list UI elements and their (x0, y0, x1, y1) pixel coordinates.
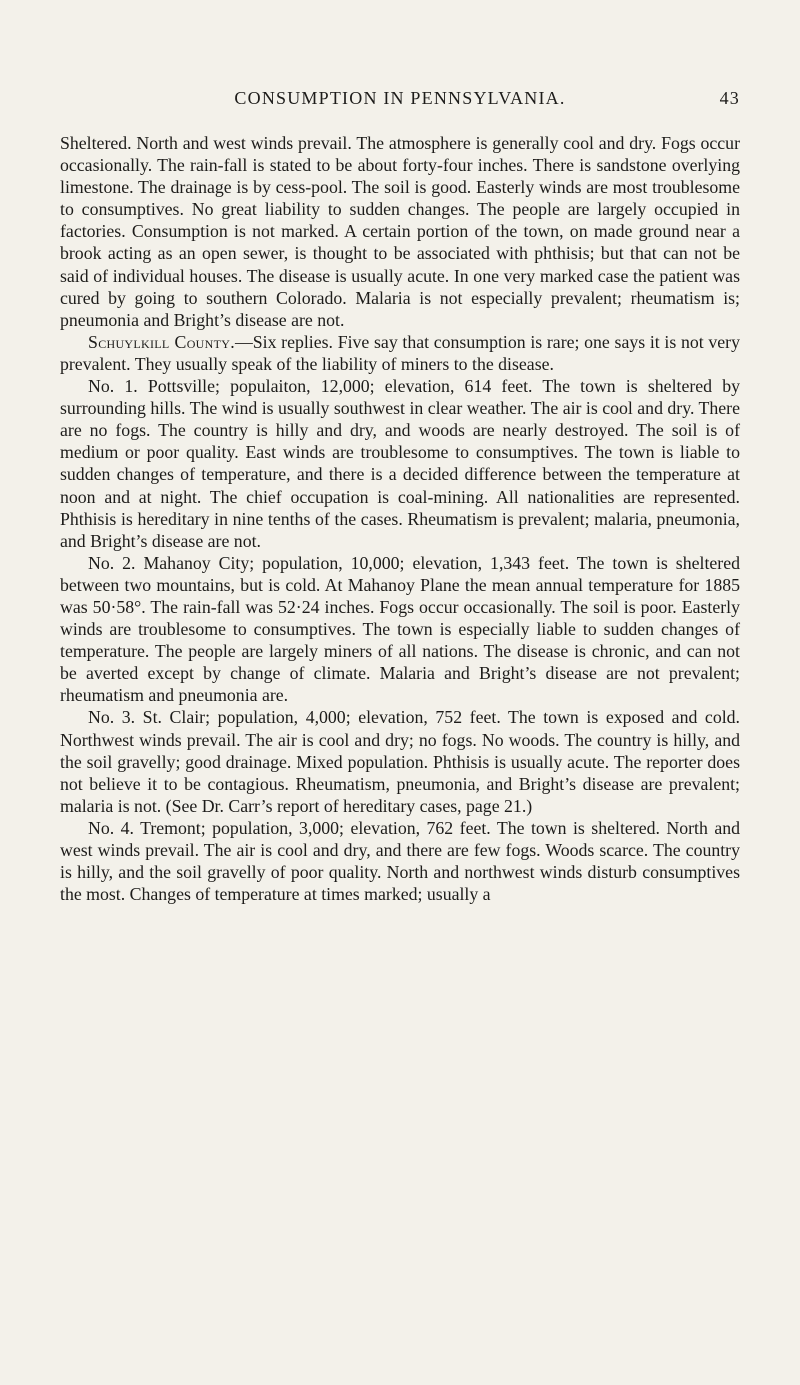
paragraph-tremont: No. 4. Tremont; population, 3,000; elevation, 762 feet. The town is sheltered. North and west winds prevail. The air is cool and dry, and there are few fogs. Woods scarce. The country is hilly, and the soil gravelly of poor quality. North and northwest winds disturb consumptives the most. Changes of temperature at times marked; usually a (60, 817, 740, 905)
body-text (60, 132, 740, 905)
running-head-title: CONSUMPTION IN PENNSYLVANIA. (234, 88, 566, 108)
paragraph-1: Sheltered. North and west winds prevail. The atmosphere is generally cool and dry. Fogs occur occasionally. The rain-fall is stated to be about forty-four inches. There is sandstone overlying limestone. The drainage is by cess-pool. The soil is good. Easterly winds are most troublesome to consumptives. No great liability to sudden changes. The people are largely occupied in factories. Consumption is not marked. A certain portion of the town, on made ground near a brook acting as an open sewer, is thought to be associated with phthisis; but that can not be said of individual houses. The disease is usually acute. In one very marked case the patient was cured by going to southern Colorado. Malaria is not especially prevalent; rheumatism is; pneumonia and Bright’s disease are not. (60, 133, 740, 330)
page-number: 43 (719, 88, 740, 108)
paragraph-mahanoy-city: No. 2. Mahanoy City; population, 10,000; elevation, 1,343 feet. The town is sheltered between two mountains, but is cold. At Mahanoy Plane the mean annual temperature for 1885 was 50·58°. The rain-fall was 52·24 inches. Fogs occur occasionally. The soil is poor. Easterly winds are troublesome to consumptives. The town is especially liable to sudden changes of temperature. The people are largely miners of all nations. The disease is chronic, and can not be averted except by change of climate. Malaria and Bright’s disease are not prevalent; rheumatism and pneumonia are. (60, 552, 740, 706)
paragraph-st-clair: No. 3. St. Clair; population, 4,000; elevation, 752 feet. The town is exposed and cold. Northwest winds prevail. The air is cool and dry; no fogs. No woods. The country is hilly, and the soil gravelly; good drainage. Mixed population. Phthisis is usually acute. The reporter does not believe it to be contagious. Rheumatism, pneumonia, and Bright’s disease are prevalent; malaria is not. (See Dr. Carr’s report of hereditary cases, page 21.) (60, 707, 740, 816)
section-heading: Schuylkill County. (88, 331, 235, 352)
running-head (60, 88, 740, 112)
paragraph-schuylkill-county: Schuylkill County.—Six replies. Five say that consumption is rare; one says it is not very prevalent. They usually speak of the liability of miners to the disease. (60, 331, 740, 374)
paragraph-pottsville: No. 1. Pottsville; populaiton, 12,000; elevation, 614 feet. The town is sheltered by surrounding hills. The wind is usually southwest in clear weather. The air is cool and dry. There are no fogs. The country is hilly and dry, and woods are nearly destroyed. The soil is of medium or poor quality. East winds are troublesome to consumptives. The town is liable to sudden changes of temperature, and there is a decided difference between the temperature at noon and at night. The chief occupation is coal-mining. All nationalities are represented. Phthisis is hereditary in nine tenths of the cases. Rheumatism is prevalent; malaria, pneumonia, and Bright’s disease are not. (60, 376, 740, 551)
